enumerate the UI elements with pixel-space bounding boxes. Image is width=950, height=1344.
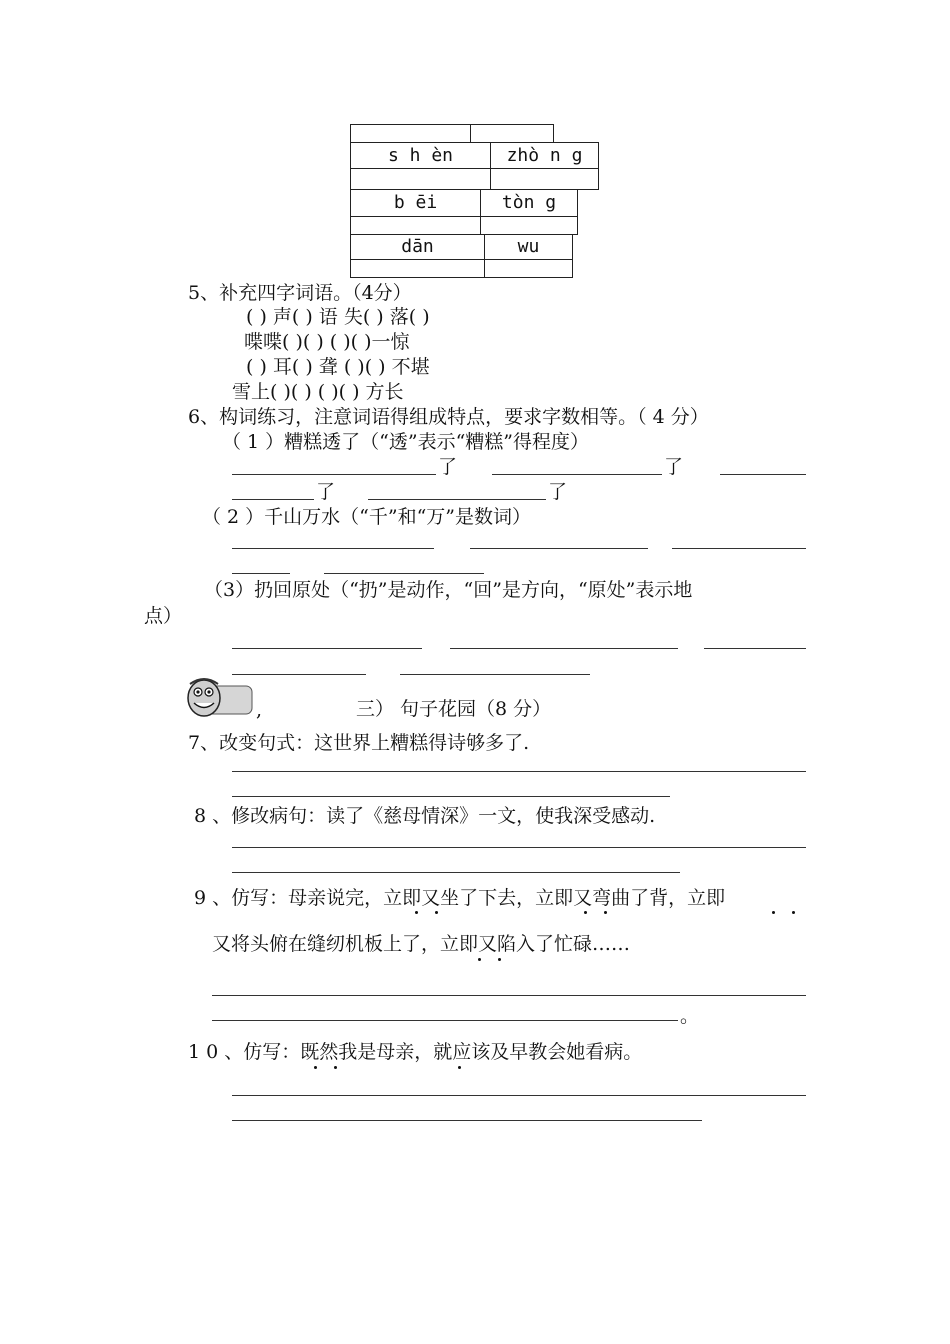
pinyin-cell: s h èn bbox=[350, 142, 491, 169]
q5-line: 雪上( )( ) ( )( ) 方长 bbox=[232, 381, 404, 403]
answer-line bbox=[232, 1120, 702, 1121]
answer-line bbox=[720, 474, 806, 475]
q7-text: 7、改变句式：这世界上糟糕得诗够多了. bbox=[188, 732, 530, 754]
answer-line bbox=[232, 648, 422, 649]
emphasis-dot bbox=[604, 911, 607, 914]
answer-line bbox=[450, 648, 678, 649]
answer-line bbox=[324, 573, 484, 574]
suffix-le: 了 bbox=[548, 481, 568, 503]
grid-cell bbox=[470, 124, 554, 143]
q5-title: 5、补充四字词语。（4分） bbox=[188, 282, 412, 304]
grid-cell bbox=[350, 168, 491, 190]
answer-line bbox=[232, 771, 806, 772]
q5-line: ( ) 耳( ) 聋 ( )( ) 不堪 bbox=[246, 356, 430, 378]
q6-part2: （ 2 ）千山万水（“千”和“万”是数词） bbox=[202, 506, 532, 528]
section3-title: 三） 句子花园（8 分） bbox=[356, 698, 552, 720]
q5-line: 喋喋( )( ) ( )( )一惊 bbox=[244, 331, 410, 353]
answer-line bbox=[232, 847, 806, 848]
pinyin-cell: wu bbox=[484, 234, 573, 260]
answer-line bbox=[232, 548, 434, 549]
emphasis-dot bbox=[792, 911, 795, 914]
answer-line bbox=[704, 648, 806, 649]
answer-line bbox=[232, 1095, 806, 1096]
emphasis-dot bbox=[435, 911, 438, 914]
emphasis-dot bbox=[415, 911, 418, 914]
q8-text: 8 、修改病句：读了《慈母情深》一文，使我深受感动. bbox=[194, 805, 656, 827]
emphasis-dot bbox=[478, 958, 481, 961]
q9-end: 。 bbox=[680, 1005, 700, 1027]
grid-cell bbox=[350, 216, 481, 235]
answer-line bbox=[212, 995, 806, 996]
answer-line bbox=[400, 674, 590, 675]
pinyin-cell: b ēi bbox=[350, 189, 481, 217]
q10-text: 1 0 、仿写：既然我是母亲，就应该及早教会她看病。 bbox=[188, 1041, 643, 1063]
emphasis-dot bbox=[584, 911, 587, 914]
q6-title: 6、构词练习，注意词语得组成特点，要求字数相等。（ 4 分） bbox=[188, 406, 709, 428]
suffix-le: 了 bbox=[664, 456, 684, 478]
emphasis-dot bbox=[314, 1066, 317, 1069]
q9-line1: 9 、仿写：母亲说完，立即又坐了下去，立即又弯曲了背，立即 bbox=[194, 887, 726, 909]
q5-line: ( ) 声( ) 语 失( ) 落( ) bbox=[246, 306, 430, 328]
answer-line bbox=[232, 674, 366, 675]
grid-cell bbox=[350, 259, 485, 278]
answer-line bbox=[232, 796, 670, 797]
suffix-le: 了 bbox=[316, 481, 336, 503]
answer-line bbox=[232, 573, 290, 574]
answer-line bbox=[232, 872, 680, 873]
pinyin-cell: zhò n g bbox=[490, 142, 599, 169]
section3-comma: , bbox=[256, 699, 263, 721]
q9-line2: 又将头俯在缝纫机板上了，立即又陷入了忙碌…… bbox=[212, 933, 631, 955]
answer-line bbox=[232, 474, 436, 475]
q6-part1: （ 1 ）糟糕透了（“透”表示“糟糕”得程度） bbox=[222, 431, 590, 453]
emphasis-dot bbox=[334, 1066, 337, 1069]
answer-line bbox=[672, 548, 806, 549]
q6-part3-cont: 点） bbox=[144, 605, 183, 627]
pinyin-cell: tòn g bbox=[480, 189, 578, 217]
emphasis-dot bbox=[498, 958, 501, 961]
grid-cell bbox=[480, 216, 578, 235]
emphasis-dot bbox=[772, 911, 775, 914]
answer-line bbox=[368, 499, 546, 500]
grid-cell bbox=[484, 259, 573, 278]
emphasis-dot bbox=[458, 1066, 461, 1069]
q6-part3: （3）扔回原处（“扔”是动作，“回”是方向，“原处”表示地 bbox=[204, 579, 693, 601]
answer-line bbox=[492, 474, 662, 475]
grid-cell bbox=[350, 124, 471, 143]
answer-line bbox=[212, 1020, 678, 1021]
grid-cell bbox=[490, 168, 599, 190]
answer-line bbox=[232, 499, 314, 500]
answer-line bbox=[470, 548, 648, 549]
mascot-icon bbox=[184, 676, 256, 720]
pinyin-cell: dān bbox=[350, 234, 485, 260]
suffix-le: 了 bbox=[438, 456, 458, 478]
